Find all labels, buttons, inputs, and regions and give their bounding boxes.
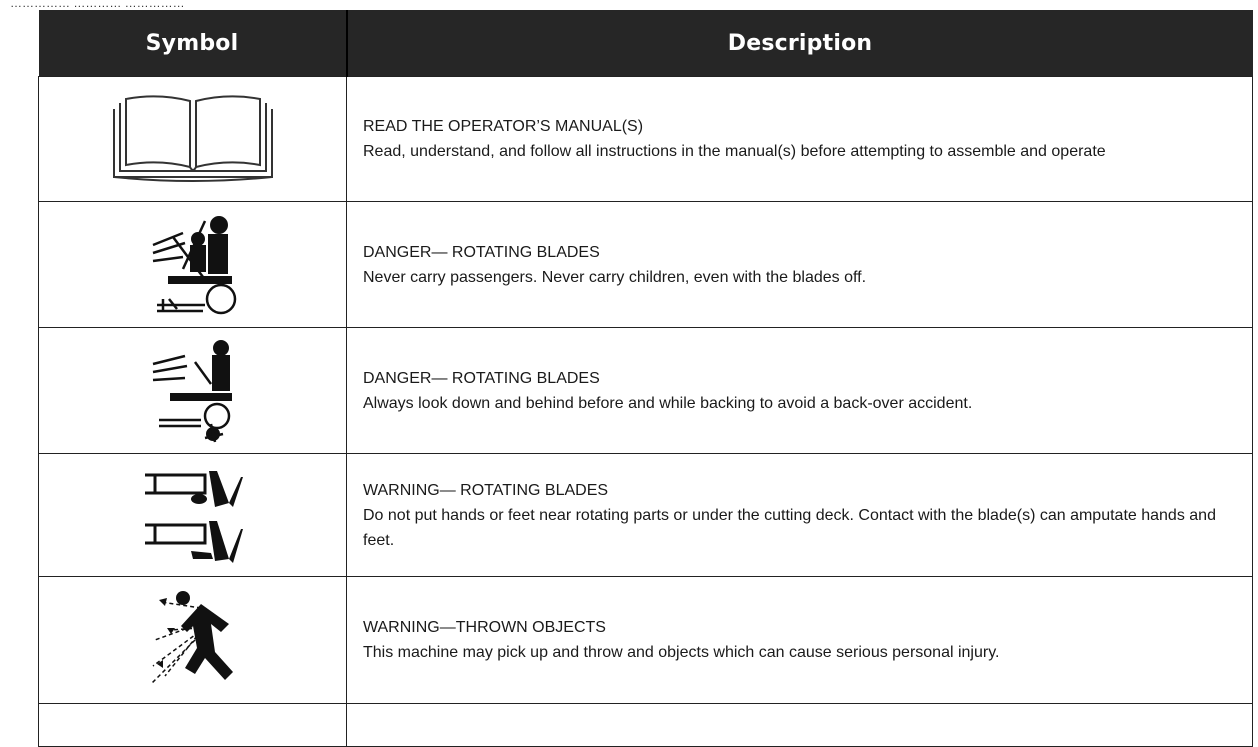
symbol-cell [39,77,347,202]
description-text: Never carry passengers. Never carry children, even with the blades off. [363,268,867,286]
description-text: Read, understand, and follow all instructions in the manual(s) before attempting to assemble and operate [363,143,1106,160]
hand-foot-blade-icon [143,463,243,567]
description-title: DANGER— ROTATING BLADES [363,243,600,261]
safety-symbols-table [38,10,1253,747]
no-passengers-icon [143,213,243,317]
symbol-cell [39,577,347,704]
description-title: DANGER— ROTATING BLADES [363,369,600,387]
description-text: Do not put hands or feet near rotating parts or under the cutting deck. Contact with the blade(s) can amputate hands and feet. [363,506,1216,549]
symbol-cell [39,202,347,328]
table-row [39,577,1253,704]
description-cell [347,454,1253,577]
table-row [39,202,1253,328]
symbol-column-header: Symbol [39,10,347,77]
back-over-child-icon [145,338,241,444]
page-top-fragment: …………… ………… …………… [10,0,185,10]
symbol-cell [39,454,347,577]
description-column-header: Description [347,10,1253,77]
description-cell [347,704,1253,747]
description-cell [347,328,1253,454]
open-book-manual-icon [108,91,278,187]
description-title: READ THE OPERATOR’S MANUAL(S) [363,118,644,135]
table-row [39,704,1253,747]
description-text: Always look down and behind before and while backing to avoid a back-over accident. [363,394,973,412]
table-row [39,77,1253,202]
table-row [39,328,1253,454]
description-cell [347,77,1253,202]
table-header-row [39,10,1253,77]
description-title: WARNING— ROTATING BLADES [363,481,609,499]
symbol-cell [39,704,347,747]
thrown-objects-icon [141,588,245,692]
description-text: This machine may pick up and throw and objects which can cause serious personal injury. [363,644,1000,661]
table-row [39,454,1253,577]
description-cell [347,577,1253,704]
symbol-cell [39,328,347,454]
description-title: WARNING—THROWN OBJECTS [363,619,606,636]
description-cell [347,202,1253,328]
